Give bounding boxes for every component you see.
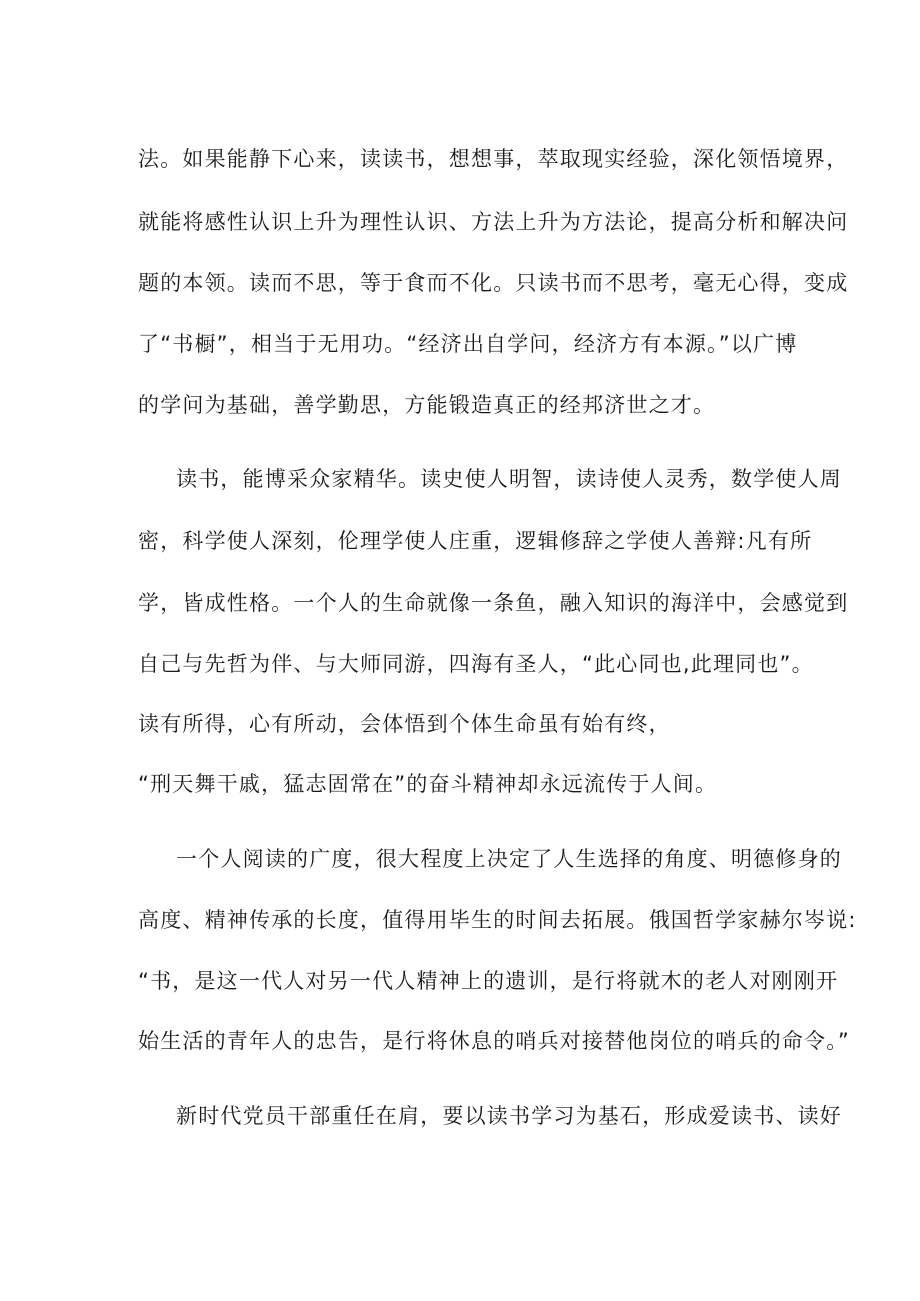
text-line: 法。如果能静下心来，读读书，想想事，萃取现实经验，深化领悟境界， <box>138 147 849 171</box>
text-line: 一个人阅读的广度，很大程度上决定了人生选择的角度、明德修身的 <box>176 847 842 871</box>
text-line: 的学问为基础，善学勤思，方能锻造真正的经邦济世之才。 <box>138 393 716 417</box>
text-line: 高度、精神传承的长度，值得用毕生的时间去拓展。俄国哲学家赫尔岑说: <box>138 908 857 932</box>
text-line: 了“书橱”，相当于无用功。“经济出自学问，经济方有本源。”以广博 <box>138 332 798 356</box>
text-line: 始生活的青年人的忠告，是行将休息的哨兵对接替他岗位的哨兵的命令。” <box>138 1029 850 1053</box>
text-line: 自己与先哲为伴、与大师同游，四海有圣人，“此心同也,此理同也”。 <box>138 652 814 676</box>
text-line: 学，皆成性格。一个人的生命就像一条鱼，融入知识的海洋中，会感觉到 <box>138 591 849 615</box>
text-line: 读书，能博采众家精华。读史使人明智，读诗使人灵秀，数学使人周 <box>176 467 842 491</box>
text-line: 读有所得，心有所动，会体悟到个体生命虽有始有终， <box>138 712 671 736</box>
text-line: 题的本领。读而不思，等于食而不化。只读书而不思考，毫无心得，变成 <box>138 271 849 295</box>
text-line: “书，是这一代人对另一代人精神上的遗训，是行将就木的老人对刚刚开 <box>138 969 839 993</box>
text-line: 就能将感性认识上升为理性认识、方法上升为方法论，提高分析和解决问 <box>138 210 849 234</box>
text-line: 密，科学使人深刻，伦理学使人庄重，逻辑修辞之学使人善辩:凡有所 <box>138 529 813 553</box>
text-line: “刑天舞干戚，猛志固常在”的奋斗精神却永远流传于人间。 <box>138 772 718 796</box>
text-line: 新时代党员干部重任在肩，要以读书学习为基石，形成爱读书、读好 <box>176 1104 842 1128</box>
